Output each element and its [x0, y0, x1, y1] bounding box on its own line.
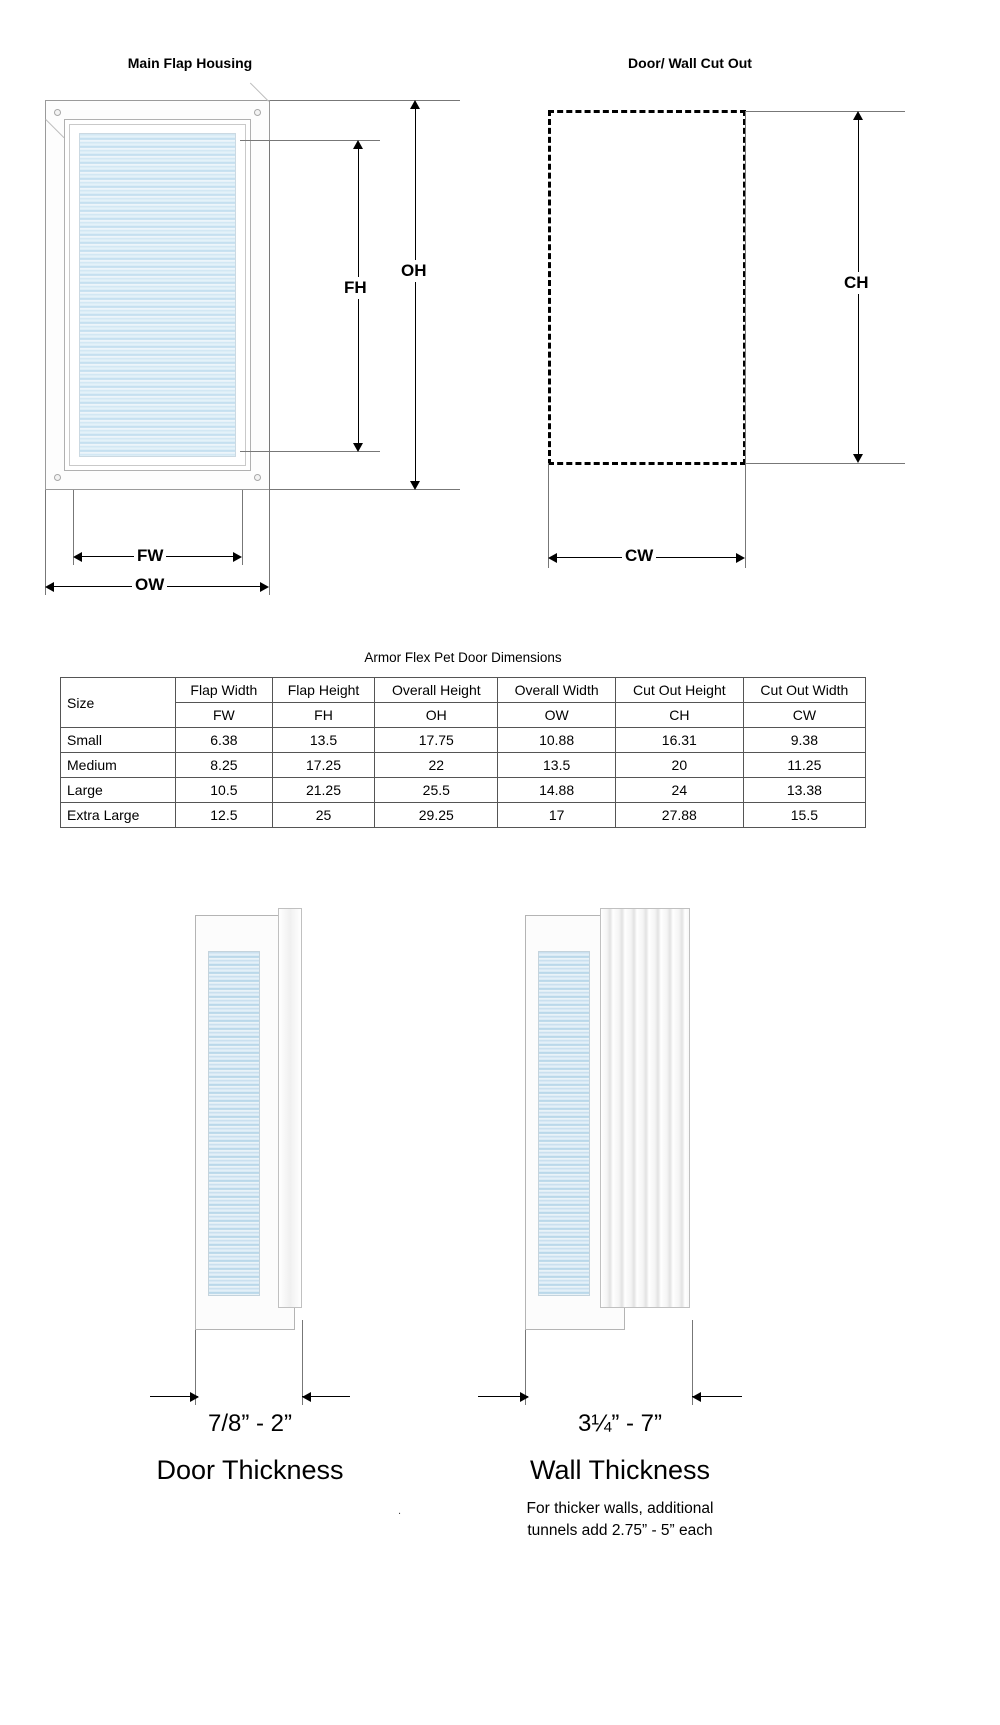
extension-line-cw-right: [745, 111, 746, 568]
cell-cw: 13.38: [743, 778, 865, 803]
cell-fw: 6.38: [176, 728, 273, 753]
door-thickness-title: Door Thickness: [156, 1455, 344, 1485]
cell-fh: 21.25: [272, 778, 374, 803]
table-row: [61, 753, 866, 778]
cell-fh: 13.5: [272, 728, 374, 753]
cell-fw: 10.5: [176, 778, 273, 803]
table-header-overall-height: Overall Height: [375, 678, 498, 703]
table-subheader-ow: OW: [498, 703, 616, 728]
cell-fw: 8.25: [176, 753, 273, 778]
dimension-label-fw: FW: [134, 545, 166, 567]
cell-ow: 10.88: [498, 728, 616, 753]
cell-ow: 14.88: [498, 778, 616, 803]
arrow-right-icon: [190, 1392, 199, 1402]
cell-cw: 15.5: [743, 803, 865, 828]
cut-out-rectangle: [548, 110, 746, 465]
screw-icon: [254, 109, 261, 116]
cell-ch: 24: [615, 778, 743, 803]
dimension-line-oh: [415, 105, 416, 483]
cell-fh: 17.25: [272, 753, 374, 778]
flap-housing-outer-frame: [45, 100, 270, 490]
cut-out-title: Door/ Wall Cut Out: [628, 55, 752, 71]
wall-tunnel-sleeve: [600, 908, 690, 1308]
wall-flap-louvers: [538, 951, 590, 1296]
extension-line-oh-bottom: [270, 489, 460, 490]
arrow-left-icon: [692, 1392, 701, 1402]
extension-line-ow-right: [269, 140, 270, 595]
main-flap-housing-diagram: [40, 55, 460, 605]
door-flap-louvers: [208, 951, 260, 1296]
cell-cw: 9.38: [743, 728, 865, 753]
extension-line-ow-left: [45, 490, 46, 595]
flap-housing-inner-frame: [64, 119, 251, 471]
table-subheader-oh: OH: [375, 703, 498, 728]
arrow-left-icon: [45, 582, 54, 592]
extension-line-oh-top: [270, 100, 460, 101]
door-thickness-measurement: 7/8” - 2”: [207, 1410, 293, 1437]
arrow-left-icon: [548, 553, 557, 563]
table-subheader-cw: CW: [743, 703, 865, 728]
cell-ow: 13.5: [498, 753, 616, 778]
extension-line-fw-right: [242, 490, 243, 565]
cell-oh: 22: [375, 753, 498, 778]
wall-thickness-note-line2: tunnels add 2.75” - 5” each: [527, 1522, 713, 1539]
screw-icon: [54, 474, 61, 481]
dimension-label-ch: CH: [841, 272, 872, 294]
cell-ch: 16.31: [615, 728, 743, 753]
cell-fh: 25: [272, 803, 374, 828]
cell-oh: 17.75: [375, 728, 498, 753]
wall-thickness-note-line1: For thicker walls, additional: [526, 1500, 714, 1517]
arrow-up-icon: [353, 140, 363, 149]
cell-oh: 29.25: [375, 803, 498, 828]
table-header-size: Size: [61, 678, 176, 728]
table-caption: Armor Flex Pet Door Dimensions: [364, 650, 562, 665]
wall-thickness-title: Wall Thickness: [529, 1455, 711, 1485]
arrow-left-icon: [302, 1392, 311, 1402]
cell-size: Small: [61, 728, 176, 753]
table-row: [61, 778, 866, 803]
arrow-right-icon: [520, 1392, 529, 1402]
table-header-row-1: [61, 678, 866, 703]
table-header-row-2: [61, 703, 866, 728]
arrow-right-icon: [233, 552, 242, 562]
table-header-cut-out-height: Cut Out Height: [615, 678, 743, 703]
cell-ow: 17: [498, 803, 616, 828]
flap-housing-title: Main Flap Housing: [127, 55, 253, 71]
cell-ch: 27.88: [615, 803, 743, 828]
arrow-down-icon: [353, 443, 363, 452]
extension-line-ch-bottom: [745, 463, 905, 464]
table-header-flap-width: Flap Width: [176, 678, 273, 703]
cell-size: Extra Large: [61, 803, 176, 828]
corner-bevel: [250, 83, 269, 102]
table-subheader-fw: FW: [176, 703, 273, 728]
cut-out-diagram: [540, 55, 960, 605]
flap-housing-inner-bezel: [69, 124, 246, 466]
cell-oh: 25.5: [375, 778, 498, 803]
dimension-label-fh: FH: [341, 277, 370, 299]
arrow-down-icon: [853, 454, 863, 463]
table-subheader-fh: FH: [272, 703, 374, 728]
thickness-diagrams-panel: [0, 890, 1000, 1725]
flap-louvers: [79, 133, 236, 457]
table-header-overall-width: Overall Width: [498, 678, 616, 703]
wall-thickness-measurement: 3¼” - 7”: [577, 1410, 663, 1437]
corner-bevel: [45, 119, 64, 138]
arrow-up-icon: [410, 100, 420, 109]
table-row: [61, 803, 866, 828]
table-header-cut-out-width: Cut Out Width: [743, 678, 865, 703]
dimension-label-oh: OH: [398, 260, 430, 282]
stray-dot: .: [398, 1505, 402, 1517]
door-tunnel-sleeve: [278, 908, 302, 1308]
arrow-down-icon: [410, 481, 420, 490]
table-row: [61, 728, 866, 753]
dimension-label-ow: OW: [132, 574, 167, 596]
cell-fw: 12.5: [176, 803, 273, 828]
dimension-label-cw: CW: [622, 545, 656, 567]
cell-cw: 11.25: [743, 753, 865, 778]
dimensions-table: [60, 677, 866, 828]
table-header-flap-height: Flap Height: [272, 678, 374, 703]
arrow-left-icon: [73, 552, 82, 562]
wall-thickness-diagram: [420, 890, 840, 1725]
screw-icon: [254, 474, 261, 481]
arrow-up-icon: [853, 111, 863, 120]
extension-line-ch-top: [745, 111, 905, 112]
dimensions-table-panel: [60, 650, 866, 828]
screw-icon: [54, 109, 61, 116]
arrow-right-icon: [260, 582, 269, 592]
cell-size: Medium: [61, 753, 176, 778]
table-subheader-ch: CH: [615, 703, 743, 728]
arrow-right-icon: [736, 553, 745, 563]
cell-size: Large: [61, 778, 176, 803]
cell-ch: 20: [615, 753, 743, 778]
